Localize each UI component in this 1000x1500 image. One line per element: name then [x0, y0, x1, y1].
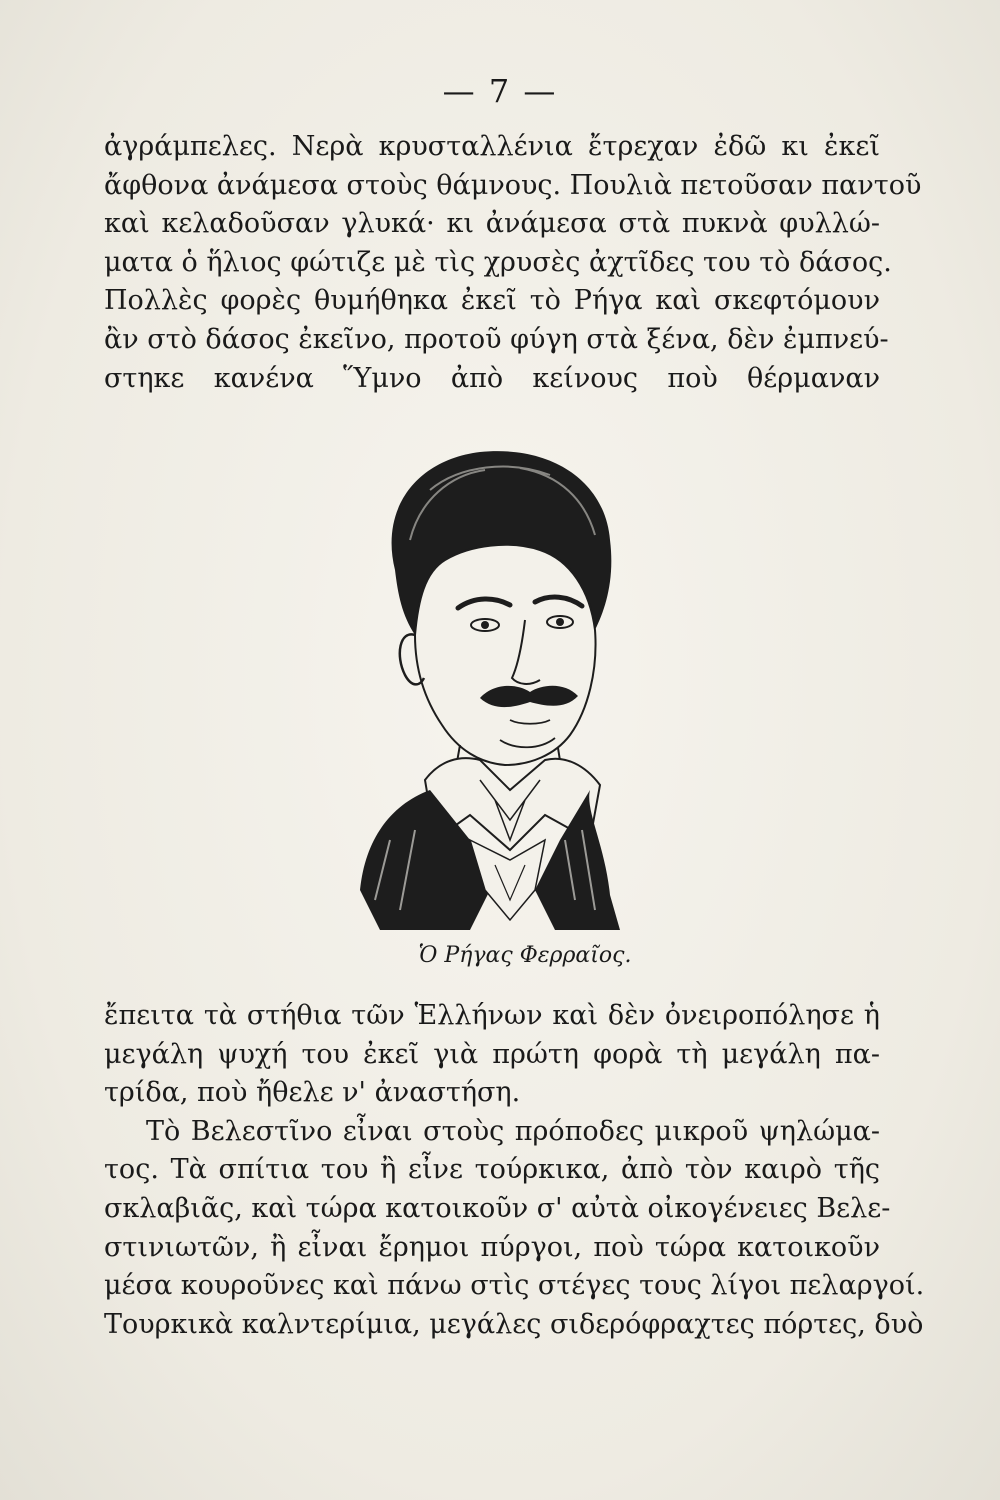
portrait-illustration: [320, 420, 650, 940]
text-line: Τὸ Βελεστῖνο εἶναι στοὺς πρόποδες μικροῦ ψηλώμα-: [146, 1115, 880, 1147]
top-paragraph: [104, 128, 922, 398]
text-line: στινιωτῶν, ἢ εἶναι ἔρημοι πύργοι, ποὺ τώρα κατοικοῦν: [104, 1231, 880, 1263]
page-number: — 7 —: [442, 72, 558, 110]
text-line: Τουρκικὰ καλντερίμια, μεγάλες σιδερόφραχτες πόρτες, δυὸ: [104, 1308, 924, 1340]
portrait-face: [415, 545, 596, 765]
text-line: ἔπειτα τὰ στήθια τῶν Ἑλλήνων καὶ δὲν ὀνειροπόλησε ἡ: [104, 1000, 880, 1031]
text-line: ἄφθονα ἀνάμεσα στοὺς θάμνους. Πουλιὰ πετοῦσαν παντοῦ: [104, 169, 922, 201]
text-line: καὶ κελαδοῦσαν γλυκά· κι ἀνάμεσα στὰ πυκνὰ φυλλώ-: [104, 208, 880, 240]
text-line: στηκε κανένα Ὕμνο ἀπὸ κείνους ποὺ θέρμαναν: [104, 362, 880, 394]
bottom-paragraph: [104, 997, 925, 1344]
text-line: μεγάλη ψυχή του ἐκεῖ γιὰ πρώτη φορὰ τὴ μεγάλη πα-: [104, 1038, 880, 1070]
text-line: τος. Τὰ σπίτια του ἢ εἶνε τούρκικα, ἀπὸ τὸν καιρὸ τῆς: [104, 1154, 880, 1186]
text-line: μέσα κουροῦνες καὶ πάνω στὶς στέγες τους λίγοι πελαργοί.: [104, 1270, 925, 1302]
text-line: τρίδα, ποὺ ἤθελε ν' ἀναστήση.: [104, 1077, 521, 1109]
figure-caption: Ὁ Ρήγας Φερραῖος.: [418, 943, 632, 968]
text-line: ἂν στὸ δάσος ἐκεῖνο, προτοῦ φύγη στὰ ξένα, δὲν ἐμπνεύ-: [104, 323, 889, 355]
text-line: σκλαβιᾶς, καὶ τώρα κατοικοῦν σ' αὐτὰ οἰκογένειες Βελε-: [104, 1192, 891, 1224]
text-line: ματα ὁ ἥλιος φώτιζε μὲ τὶς χρυσὲς ἀχτῖδες του τὸ δάσος.: [104, 246, 892, 278]
text-line: ἀγράμπελες. Νερὰ κρυσταλλένια ἔτρεχαν ἐδῶ κι ἐκεῖ: [104, 131, 880, 162]
text-line: Πολλὲς φορὲς θυμήθηκα ἐκεῖ τὸ Ρήγα καὶ σκεφτόμουν: [104, 285, 880, 317]
